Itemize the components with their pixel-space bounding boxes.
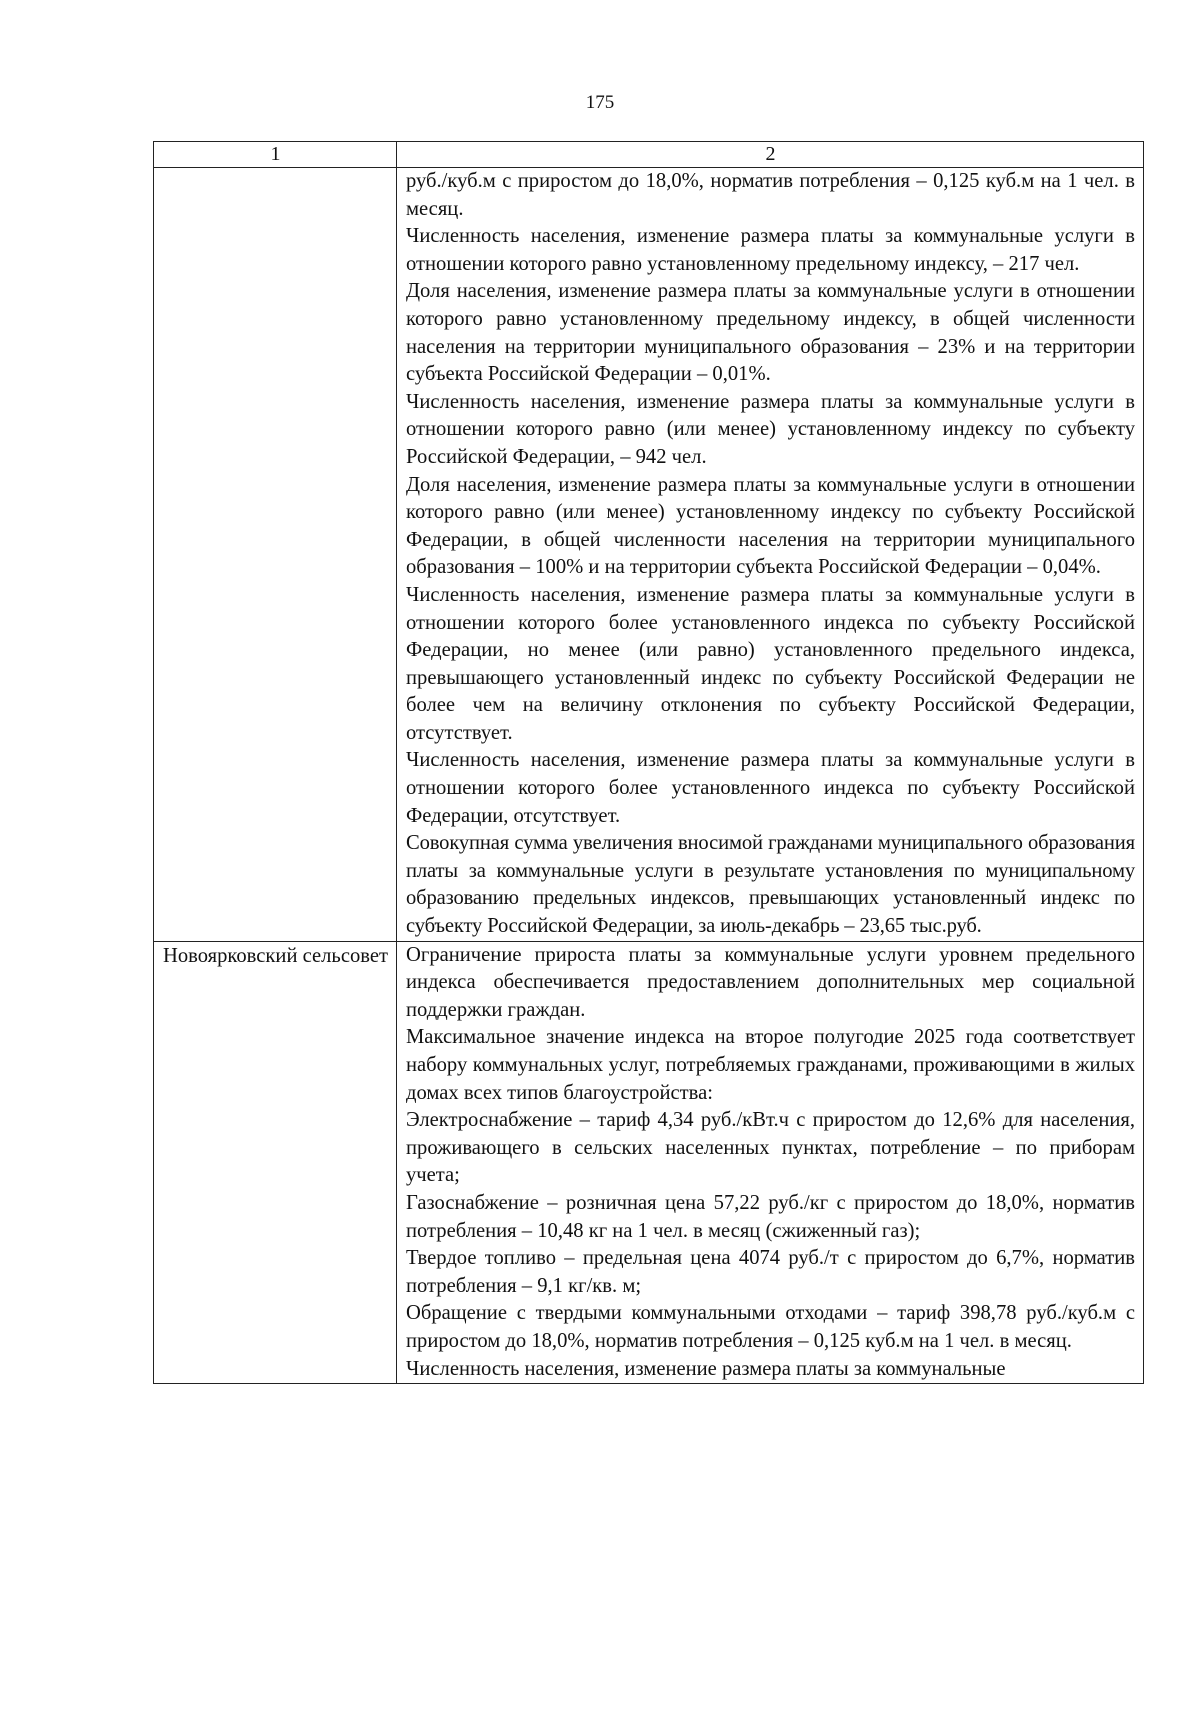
paragraph: Твердое топливо – предельная цена 4074 руб./т с приростом до 6,7%, норматив потребления – 9,1 кг/кв. м; (406, 1247, 1135, 1297)
paragraph: Совокупная сумма увеличения вносимой гражданами муниципального образования платы за коммунальные услуги в результате установления по муниципальному образованию предельных индексов, превышающих установленный индекс по субъекту Российской Федерации, за июль-декабрь – 23,65 тыс.руб. (406, 832, 1135, 938)
paragraph: Численность населения, изменение размера платы за коммунальные услуги в отношении которого более установленного индекса по субъекту Российской Федерации, но менее (или равно) установленного предельного индекса, превышающего установленный индекс по субъекту Российской Федерации не более чем на величину отклонения по субъекту Российской Федерации, отсутствует. (406, 583, 1135, 744)
region-cell (154, 168, 397, 942)
paragraph: руб./куб.м с приростом до 18,0%, норматив потребления – 0,125 куб.м на 1 чел. в месяц. (406, 170, 1135, 220)
paragraph: Доля населения, изменение размера платы за коммунальные услуги в отношении которого равно (или менее) установленному индексу по субъекту Российской Федерации, в общей численности населения на территории муниципального образования – 100% и на территории субъекта Российской Федерации – 0,04%. (406, 473, 1135, 579)
data-table (153, 141, 1144, 1384)
column-header-2: 2 (397, 142, 1144, 168)
table-row (154, 168, 1144, 942)
paragraph: Численность населения, изменение размера платы за коммунальные (406, 1357, 1006, 1380)
paragraph: Обращение с твердыми коммунальными отходами – тариф 398,78 руб./куб.м с приростом до 18,0%, норматив потребления – 0,125 куб.м на 1 чел. в месяц. (406, 1302, 1135, 1352)
page-number: 175 (585, 92, 615, 113)
description-cell (397, 168, 1144, 942)
paragraph: Численность населения, изменение размера платы за коммунальные услуги в отношении которого равно (или менее) установленному индексу по субъекту Российской Федерации, – 942 чел. (406, 390, 1135, 468)
description-cell (397, 941, 1144, 1384)
region-cell: Новоярковский сельсовет (154, 941, 397, 1384)
paragraph: Максимальное значение индекса на второе полугодие 2025 года соответствует набору коммунальных услуг, потребляемых гражданами, проживающими в жилых домах всех типов благоустройства: (406, 1026, 1135, 1104)
paragraph: Доля населения, изменение размера платы за коммунальные услуги в отношении которого равно установленному предельному индексу, в общей численности населения на территории муниципального образования – 23% и на территории субъекта Российской Федерации – 0,01%. (406, 280, 1135, 386)
table-row (154, 941, 1144, 1384)
paragraph: Газоснабжение – розничная цена 57,22 руб./кг с приростом до 18,0%, норматив потребления – 10,48 кг на 1 чел. в месяц (сжиженный газ); (406, 1191, 1135, 1242)
table-header-row (154, 142, 1144, 168)
column-header-1: 1 (154, 142, 397, 168)
paragraph: Ограничение прироста платы за коммунальные услуги уровнем предельного индекса обеспечивается предоставлением дополнительных мер социальной поддержки граждан. (406, 943, 1135, 1021)
paragraph: Численность населения, изменение размера платы за коммунальные услуги в отношении которого равно установленному предельному индексу, – 217 чел. (406, 225, 1135, 275)
paragraph: Численность населения, изменение размера платы за коммунальные услуги в отношении которого более установленного индекса по субъекту Российской Федерации, отсутствует. (406, 749, 1135, 827)
paragraph: Электроснабжение – тариф 4,34 руб./кВт.ч с приростом до 12,6% для населения, проживающего в сельских населенных пунктах, потребление – по приборам учета; (406, 1109, 1135, 1187)
